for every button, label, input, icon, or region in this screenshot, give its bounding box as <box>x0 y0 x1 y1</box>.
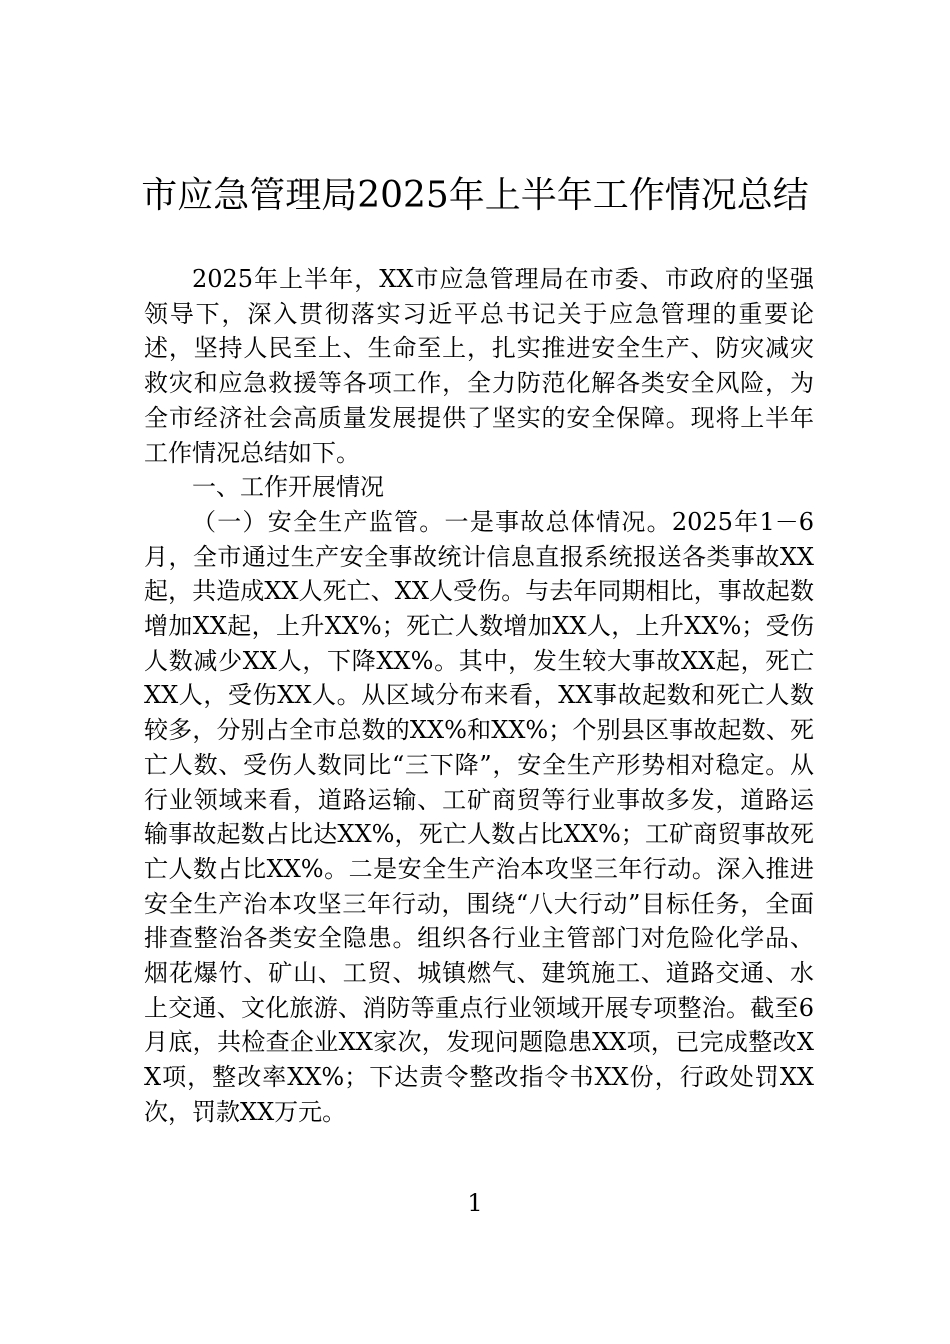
intro-paragraph: 2025年上半年，XX市应急管理局在市委、市政府的坚强领导下，深入贯彻落实习近平总书记关于应急管理的重要论述，坚持人民至上、生命至上，扎实推进安全生产、防灾减灾救灾和应急救援等各项工作，全力防范化解各类安全风险，为全市经济社会高质量发展提供了坚实的安全保障。现将上半年工作情况总结如下。 <box>144 265 814 467</box>
document-title: 市应急管理局2025年上半年工作情况总结 <box>141 175 809 216</box>
document-body <box>144 262 814 1130</box>
section-paragraph: （一）安全生产监管。一是事故总体情况。2025年1－6月，全市通过生产安全事故统计信息直报系统报送各类事故XX起，共造成XX人死亡、XX人受伤。与去年同期相比，事故起数增加XX起，上升XX%；死亡人数增加XX人，上升XX%；受伤人数减少XX人，下降XX%。其中，发生较大事故XX起，死亡XX人，受伤XX人。从区域分布来看，XX事故起数和死亡人数较多，分别占全市总数的XX%和XX%；个别县区事故起数、死亡人数、受伤人数同比“三下降”，安全生产形势相对稳定。从行业领域来看，道路运输、工矿商贸等行业事故多发，道路运输事故起数占比达XX%，死亡人数占比XX%；工矿商贸事故死亡人数占比XX%。二是安全生产治本攻坚三年行动。深入推进安全生产治本攻坚三年行动，围绕“八大行动”目标任务，全面排查整治各类安全隐患。组织各行业主管部门对危险化学品、烟花爆竹、矿山、工贸、城镇燃气、建筑施工、道路交通、水上交通、文化旅游、消防等重点行业领域开展专项整治。截至6月底，共检查企业XX家次，发现问题隐患XX项，已完成整改XX项，整改率XX%；下达责令整改指令书XX份，行政处罚XX次，罚款XX万元。 <box>144 507 814 1126</box>
page-number: 1 <box>467 1189 483 1217</box>
section-heading: 一、工作开展情况 <box>192 473 384 502</box>
